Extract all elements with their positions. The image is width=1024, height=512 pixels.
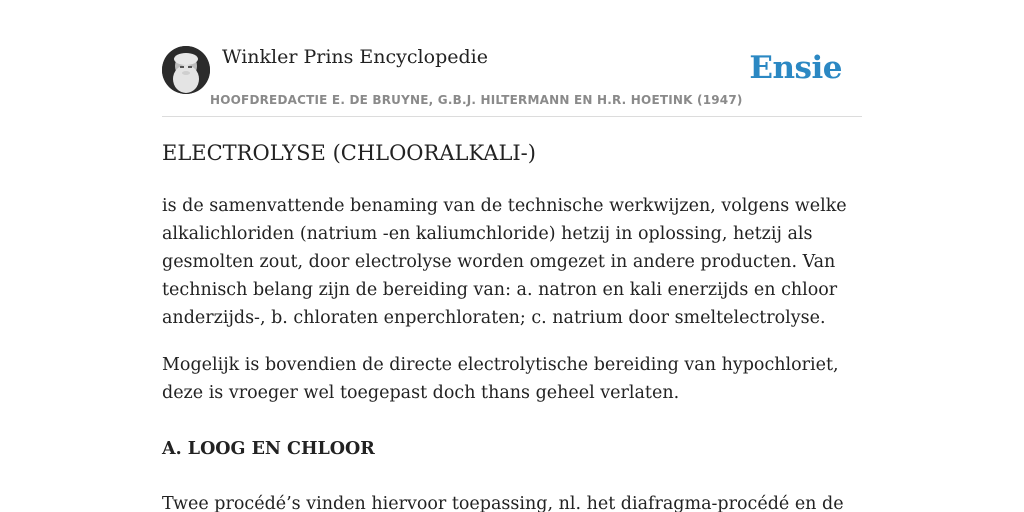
section-paragraph: Twee procédé’s vinden hiervoor toepassing, nl. het diafragma-procédé en de — [162, 494, 844, 512]
section-heading: A. LOOG EN CHLOOR — [162, 439, 375, 459]
portrait-icon — [162, 46, 210, 94]
article-paragraph-2: Mogelijk is bovendien de directe electrolytische bereiding van hypochloriet, deze is vroeger wel toegepast doch thans geheel verlaten. — [162, 355, 839, 403]
article-paragraph-1: is de samenvattende benaming van de technische werkwijzen, volgens welke alkalichloriden (natrium -en kaliumchloride) hetzij in oplossing, hetzij als gesmolten zout, door electrolyse worden omgezet in andere producten. Van technisch belang zijn de bereiding van: a. natron en kali enerzijds en chloor anderzijds-, b. chloraten enperchloraten; c. natrium door smeltelectrolyse. — [162, 196, 847, 328]
source-title[interactable]: Winkler Prins Encyclopedie — [222, 46, 488, 68]
editors-line: HOOFDREDACTIE E. DE BRUYNE, G.B.J. HILTERMANN EN H.R. HOETINK (1947) — [210, 93, 743, 107]
page — [162, 0, 862, 512]
source-header — [162, 0, 862, 117]
article-title: ELECTROLYSE (CHLOORALKALI-) — [162, 141, 536, 165]
portrait-avatar[interactable] — [162, 46, 210, 94]
brand-logo[interactable]: Ensie — [749, 50, 842, 86]
